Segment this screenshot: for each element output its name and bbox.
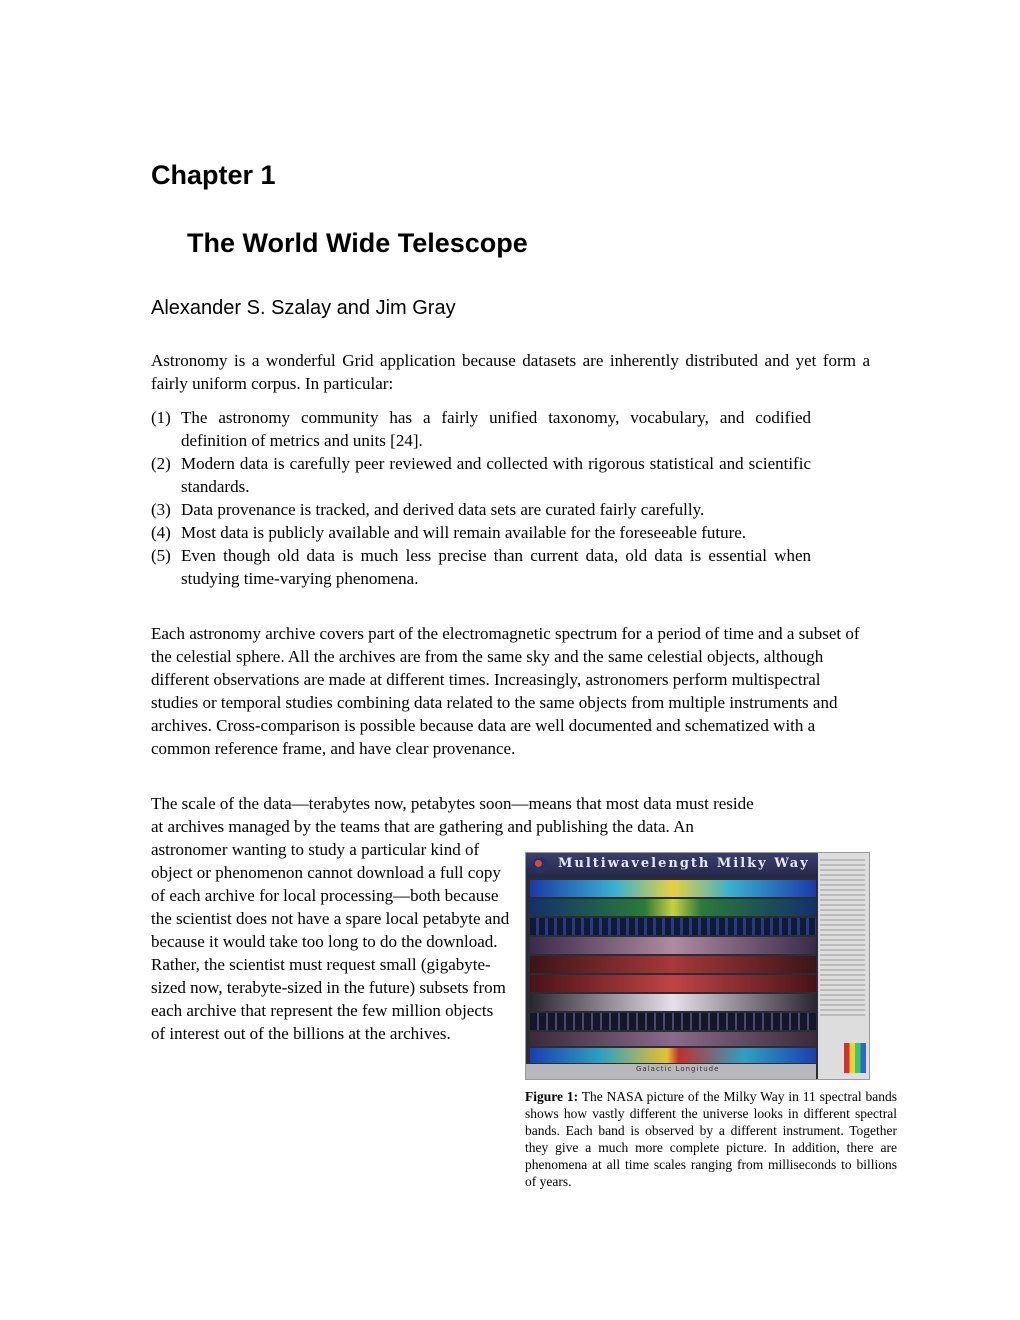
list-text: Most data is publicly available and will remain available for the foreseeable future. bbox=[181, 523, 747, 542]
figure-footer-label: Galactic Longitude bbox=[636, 1065, 720, 1073]
color-legend-swatches bbox=[844, 1043, 866, 1073]
figure-header-title: Multiwavelength Milky Way bbox=[558, 856, 810, 871]
spectral-band bbox=[530, 918, 816, 935]
intro-paragraph: Astronomy is a wonderful Grid application because datasets are inherently distributed and yet form a fairly uniform corpus. In particular: bbox=[151, 351, 870, 393]
spectral-band bbox=[530, 880, 816, 897]
archive-paragraph: Each astronomy archive covers part of the electromagnetic spectrum for a period of time and a subset of the celestial sphere. All the archives are from the same sky and the same celestial objects, although different observations are made at different times. Increasingly, astronomers perform multispectral studies or temporal studies combining data related to the same objects from multiple instruments and archives. Cross-comparison is possible because data are well documented and schematized with a common reference frame, and have clear provenance. bbox=[151, 624, 860, 758]
list-number: (4) bbox=[151, 523, 171, 542]
list-item bbox=[151, 521, 811, 544]
list-number: (2) bbox=[151, 454, 171, 473]
spectral-band bbox=[530, 956, 816, 973]
list-text: Even though old data is much less precise than current data, old data is essential when studying time-varying phenomena. bbox=[181, 546, 811, 588]
milky-way-figure bbox=[525, 852, 870, 1080]
chapter-title: The World Wide Telescope bbox=[187, 228, 528, 258]
caption-text: The NASA picture of the Milky Way in 11 spectral bands shows how vastly different the universe looks in different spectral bands. Each band is observed by a different instrument. Together they give a much more complete picture. In addition, there are phenomena at all time scales ranging from milliseconds to billions of years. bbox=[525, 1089, 898, 1189]
list-number: (5) bbox=[151, 546, 171, 565]
chapter-heading: Chapter 1 bbox=[151, 160, 276, 190]
property-list bbox=[151, 406, 811, 590]
nasa-logo-icon bbox=[532, 857, 548, 873]
caption-label: Figure 1: bbox=[525, 1089, 579, 1104]
list-number: (1) bbox=[151, 408, 171, 427]
authors: Alexander S. Szalay and Jim Gray bbox=[151, 297, 456, 319]
list-text: The astronomy community has a fairly unified taxonomy, vocabulary, and codified definition of metrics and units [24]. bbox=[181, 408, 811, 450]
spectral-band bbox=[530, 975, 816, 992]
wrapped-paragraph: astronomer wanting to study a particular kind of object or phenomenon cannot download a full copy of each archive for local processing—both because the scientist does not have a spare local petabyte and because it would take too long to do the download. Rather, the scientist must request small (gigabyte-sized now, terabyte-sized in the future) subsets from each archive that represent the few million objects of interest out of the billions at the archives. bbox=[151, 840, 510, 1043]
figure-side-text bbox=[820, 859, 865, 1019]
list-item bbox=[151, 452, 811, 498]
list-number: (3) bbox=[151, 500, 171, 519]
spectral-band bbox=[530, 1032, 816, 1046]
list-item bbox=[151, 544, 811, 590]
figure-caption bbox=[525, 1088, 897, 1190]
scale-paragraph bbox=[151, 792, 871, 838]
scale-paragraph-line: at archives managed by the teams that are gathering and publishing the data. An bbox=[151, 817, 694, 836]
list-item bbox=[151, 498, 811, 521]
scale-paragraph-line: The scale of the data—terabytes now, petabytes soon—means that most data must reside bbox=[151, 794, 754, 813]
spectral-band bbox=[530, 899, 816, 916]
spectral-band bbox=[530, 1013, 816, 1030]
list-item bbox=[151, 406, 811, 452]
list-text: Data provenance is tracked, and derived data sets are curated fairly carefully. bbox=[181, 500, 705, 519]
spectral-band bbox=[530, 994, 816, 1011]
spectral-band bbox=[530, 1048, 816, 1063]
spectral-band bbox=[530, 937, 816, 954]
list-text: Modern data is carefully peer reviewed and collected with rigorous statistical and scientific standards. bbox=[181, 454, 811, 496]
